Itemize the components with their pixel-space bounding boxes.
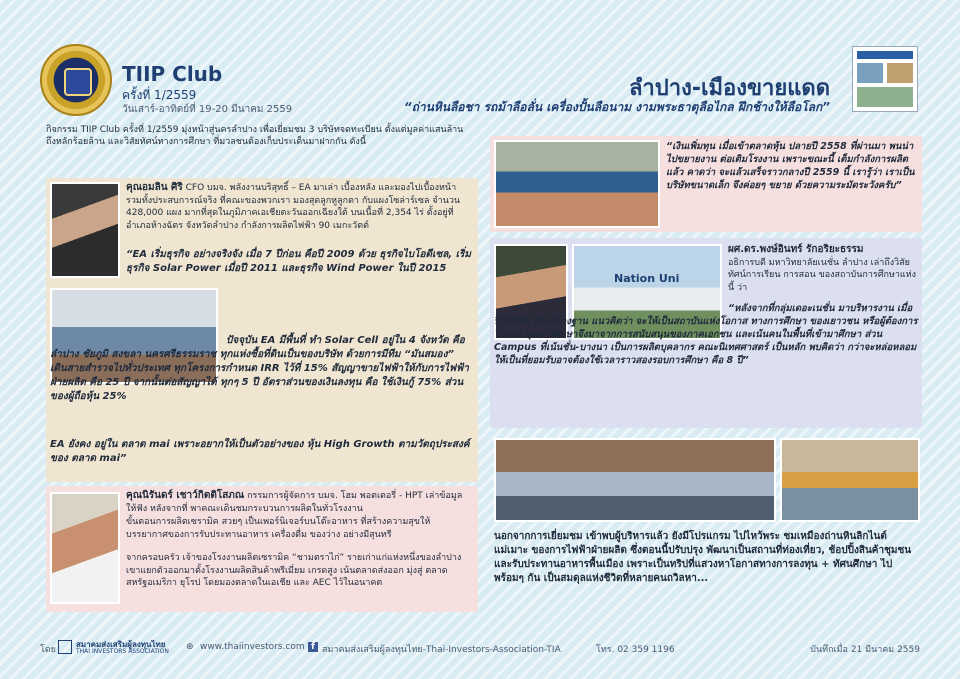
footer-org-en: THAI INVESTORS ASSOCIATION bbox=[76, 648, 169, 655]
facebook-icon: f bbox=[308, 642, 318, 652]
nation-uni-sign: Nation Uni bbox=[614, 272, 680, 285]
event-date: วันเสาร์-อาทิตย์ที่ 19-20 มีนาคม 2559 bbox=[122, 104, 293, 115]
main-title: ลำปาง-เมืองขายแดด bbox=[628, 76, 830, 101]
tour-group-photo bbox=[494, 438, 776, 522]
shield-icon bbox=[64, 68, 92, 96]
ea-history-quote: “EA เริ่มธุรกิจ อย่างจริงจัง เมื่อ 7 ปีก่อน คือปี 2009 ด้วย ธุรกิจไบโอดีเซล, เริ่มธุรกิจ Solar Power เมื่อปี 2011 และธุรกิจ Wind Power ในปี 2015 bbox=[126, 249, 472, 274]
footer bbox=[40, 638, 920, 658]
hpt-process-text: ขั้นตอนการผลิตเซรามิค สวยๆ เป็นเพอร์นิเจอร์บนโต๊ะอาหาร ที่สร้างความสุขให้บรรยากาศของการรับประทานอาหาร เครื่องดื่ม ของว่าง อย่างมีสุนทรี bbox=[126, 517, 431, 540]
amlin-intro-text: CFO บมจ. พลังงานบริสุทธิ์ – EA มาเล่า เบื้องหลัง และมองไปเบื้องหน้า รวมทั้งประสบการณ์จริง ที่คณะของพวกเรา มองสุดลูกหูลูกตา กับแผงโซล่าร์เซล จำนวน 428,000 แผง มากที่สุดในภูมิภาคเอเชียตะวันออกเฉียงใต้ บนเนื้อที่ 2,354 ไร่ ตั้งอยู่ที่อำเภอห้างฉัตร จังหวัดลำปาง กำลังการผลิตไฟฟ้า 90 เมกะวัตต์ bbox=[126, 183, 461, 231]
niran-portrait-photo bbox=[50, 492, 120, 604]
hpt-section-text bbox=[126, 490, 472, 515]
footer-by-label: โดย bbox=[40, 645, 56, 655]
hpt-group-photo bbox=[494, 140, 660, 228]
tia-academy-logo bbox=[40, 44, 112, 116]
trip-summary-text: นอกจากการเยี่ยมชม เข้าพบผู้บริหารแล้ว ยังมีโปรแกรม ไปไหว้พระ ชมเหมืองถ่านหินลิกไนต์แม่เมาะ ของการไฟฟ้าฝ่ายผลิต ซึ่งตอนนี้ปรับปรุง พัฒนาเป็นสถานที่ท่องเที่ยว, ช้อปปิ้งสินค้าชุมชนและรับประทานอาหารพื้นเมือง เพราะเป็นทริปที่แสวงหาโอกาสทางการลงทุน + ทัศนศึกษา ไปพร้อมๆ กัน เป็นสมดุลแห่งชีวิตที่หลายคนถวิลหา... bbox=[494, 531, 912, 584]
amlin-name: คุณอมลิน ศิริ bbox=[126, 182, 183, 193]
ea-mai-text: EA ยังคง อยู่ใน ตลาด mai เพราะอยากให้เป็นตัวอย่างของ หุ้น High Growth ตามวัตถุประสงค์ของ ตลาด mai” bbox=[50, 439, 470, 464]
footer-phone: โทร. 02 359 1196 bbox=[596, 645, 675, 655]
brand-title: TIIP Club bbox=[122, 62, 223, 86]
hpt-capital-quote: “เงินเพิ่มทุน เมื่อเข้าตลาดหุ้น ปลายปี 2558 ที่ผ่านมา พนน่าไปขยายงาน ต่อเติมโรงงาน เพราะขณะนี้ เต็มกำลังการผลิตแล้ว คาดว่า จะแล้วเสร็จราวกลางปี 2559 นี้ เรารู้ว่า เราเป็นบริษัทขนาดเล็ก จึงค่อยๆ ขยาย ด้วยความระมัดระวังครับ” bbox=[666, 141, 915, 191]
ea-section-text bbox=[126, 182, 472, 232]
footer-date: บันทึกเมื่อ 21 มีนาคม 2559 bbox=[810, 645, 920, 655]
brand-subtitle: ครั้งที่ 1/2559 bbox=[122, 88, 197, 102]
hpt-history-text: จากครอบครัว เจ้าของโรงงานผลิตเซรามิค “ชามตราไก่” รายเก่าแก่แห่งหนึ่งของลำปาง เขาแยกตัวออกมาตั้งโรงงานผลิตสินค้าพรีเมี่ยม เกรดสูง เน้นตลาดส่งออก มุ่งสู่ ตลาดสหรัฐอเมริกา ยุโรป โดยมองตลาดในเอเชีย และ AEC ไว้ในอนาคต bbox=[126, 553, 462, 588]
pongin-intro-text: อธิการบดี มหาวิทยาลัยเนชั่น ลำปาง เล่าถึงวิสัยทัศน์การเรียน การสอน ของสถาบันการศึกษาแห่งนี้ ว่า bbox=[728, 257, 917, 293]
pongin-name: ผศ.ดร.พงษ์อินทร์ รักอริยะธรรม bbox=[728, 244, 864, 255]
nation-uni-text bbox=[728, 244, 918, 294]
footer-facebook[interactable]: สมาคมส่งเสริมผู้ลงทุนไทย-Thai-Investors-Association-TIA bbox=[322, 645, 561, 655]
amlin-portrait-photo bbox=[50, 182, 120, 278]
tour-stage-photo bbox=[780, 438, 920, 522]
globe-icon: ⊕ bbox=[186, 642, 194, 652]
niran-intro-text: กรรมการผู้จัดการ บมจ. โฮม พอตเตอรี่ - HPT เล่าข้อมูลให้ฟัง หลังจากที่ พาคณะเดินชมกระบวนการผลิตในทั่วโรงงาน bbox=[126, 491, 463, 514]
footer-org-th: สมาคมส่งเสริมผู้ลงทุนไทย bbox=[76, 640, 166, 649]
nation-uni-quote: “หลังจากที่กลุ่มเดอะเนชั่น มาบริหารงาน เมื่อปี 2554 มีการวางฐาน แนวคิดว่า จะให้เป็นสถาบันแห่งโอกาส ทางการศึกษา ของเยาวชน หรือผู้ต้องการโอกาส ทุนการศึกษาจึงมาจากการสนับสนุนของภาคเอกชน และเน้นคนในพื้นที่เข้ามาศึกษา ส่วน Campus ที่เน้นชั่น-บางนา เป็นการผลิตบุคลากร คณะนิเทศศาสตร์ เป็นหลัก พบคิดว่า กว่าจะหล่อหลอมให้เป็นที่ยอมรับอาจต้องใช้เวลาราวสองรอบการศึกษา คือ 8 ปี” bbox=[494, 303, 918, 366]
niran-name: คุณนิรันดร์ เชาว์กิตติโสภณ bbox=[126, 490, 245, 501]
footer-website[interactable]: www.thaiinvestors.com bbox=[200, 642, 305, 652]
magazine-thumbnail bbox=[852, 46, 918, 112]
tia-logo-icon bbox=[58, 640, 72, 654]
intro-paragraph: กิจกรรม TIIP Club ครั้งที่ 1/2559 มุ่งหน้าสู่นครลำปาง เพื่อเยี่ยมชม 3 บริษัทจดทะเบียน ตั้งแต่มูลค่าแสนล้าน ถึงหลักร้อยล้าน และวิสัยทัศน์ทางการศึกษา ที่มวลชนต้องเก็บประเด็นมาฝากกัน ดังนี้ bbox=[46, 125, 464, 147]
sub-title: “ถ่านหินลือชา รถม้าลือลั่น เครื่องปั้นลือนาม งามพระธาตุลือไกล ฝึกช้างให้ลือโลก” bbox=[403, 100, 830, 114]
ea-operations-text: ปัจจุบัน EA มีพื้นที่ ทำ Solar Cell อยู่ใน 4 จังหวัด คือ ลำปาง ชัยภูมิ สงขลา นครศรีธรรมราช ทุกแห่งซื้อที่ดินเป็นของบริษัท ด้วยการมีทีม “มันสมอง” เดินสายสำรวจไปทั่วประเทศ ทุกโครงการกำหนด IRR ไว้ที่ 15% สัญญาขายไฟฟ้าให้กับการไฟฟ้าฝ่ายผลิต คือ 25 ปี จากนั้นต่อสัญญาได้ ทุกๆ 5 ปี อัตราส่วนของเงินลงทุน คือ ใช้เงินกู้ 75% ส่วนของผู้ถือหุ้น 25% bbox=[50, 335, 469, 402]
